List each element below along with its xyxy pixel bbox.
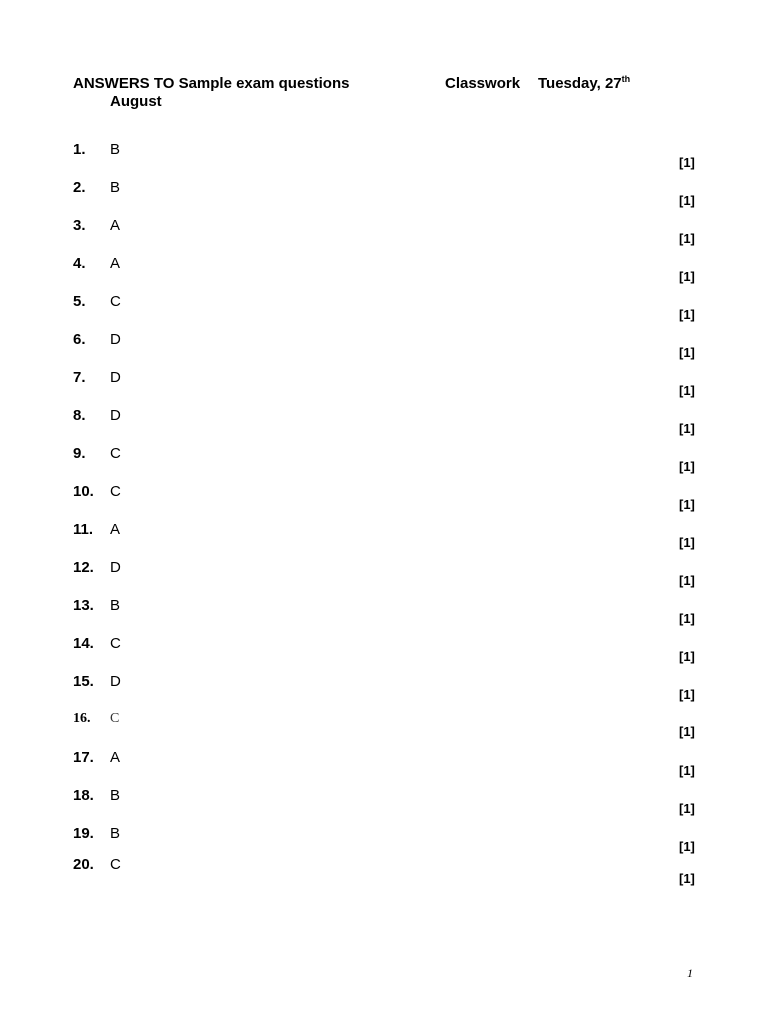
page-number: 1 <box>687 966 693 980</box>
question-number: 2. <box>73 179 86 196</box>
date-prefix: Tuesday, 27 <box>538 75 622 92</box>
mark-value: [1] <box>679 573 695 588</box>
mark-value: [1] <box>679 839 695 854</box>
mark-value: [1] <box>679 231 695 246</box>
answer-letter: B <box>110 141 121 158</box>
answer-letter: C <box>110 483 121 500</box>
question-number: 16. <box>73 711 91 726</box>
question-number: 6. <box>73 331 86 348</box>
answer-letter: B <box>110 597 121 614</box>
question-number: 4. <box>73 255 86 272</box>
answer-letter: B <box>110 179 121 196</box>
answer-row <box>0 597 768 627</box>
mark-value: [1] <box>679 193 695 208</box>
question-number: 20. <box>73 856 94 873</box>
answer-letter: D <box>110 369 121 386</box>
answer-row <box>0 255 768 285</box>
answer-row <box>0 331 768 361</box>
mark-value: [1] <box>679 383 695 398</box>
answer-row <box>0 293 768 323</box>
mark-value: [1] <box>679 871 695 886</box>
answer-row <box>0 856 768 886</box>
question-number: 9. <box>73 445 86 462</box>
answer-letter: C <box>110 856 121 873</box>
mark-value: [1] <box>679 801 695 816</box>
answer-row <box>0 673 768 703</box>
date-label <box>538 75 630 92</box>
answer-letter: C <box>110 635 121 652</box>
answer-row <box>0 559 768 589</box>
answer-row <box>0 787 768 817</box>
question-number: 14. <box>73 635 94 652</box>
mark-value: [1] <box>679 763 695 778</box>
answer-letter: D <box>110 407 121 424</box>
mark-value: [1] <box>679 345 695 360</box>
question-number: 15. <box>73 673 94 690</box>
date-month: August <box>110 93 162 110</box>
answer-row <box>0 825 768 855</box>
question-number: 13. <box>73 597 94 614</box>
answer-letter: C <box>110 445 121 462</box>
page-title: ANSWERS TO Sample exam questions <box>73 75 350 92</box>
answer-letter: B <box>110 787 121 804</box>
mark-value: [1] <box>679 421 695 436</box>
answer-row <box>0 483 768 513</box>
answer-letter: D <box>110 331 121 348</box>
mark-value: [1] <box>679 611 695 626</box>
answer-row <box>0 445 768 475</box>
mark-value: [1] <box>679 307 695 322</box>
question-number: 1. <box>73 141 86 158</box>
mark-value: [1] <box>679 724 695 739</box>
answer-letter: A <box>110 749 121 766</box>
date-suffix: th <box>621 74 631 84</box>
question-number: 10. <box>73 483 94 500</box>
mark-value: [1] <box>679 269 695 284</box>
answer-letter: D <box>110 559 121 576</box>
question-number: 19. <box>73 825 94 842</box>
mark-value: [1] <box>679 497 695 512</box>
answer-row <box>0 217 768 247</box>
answer-row <box>0 407 768 437</box>
question-number: 7. <box>73 369 86 386</box>
answer-row <box>0 521 768 551</box>
question-number: 5. <box>73 293 86 310</box>
answer-letter: A <box>110 521 121 538</box>
answer-row <box>0 369 768 399</box>
answer-letter: C <box>110 711 120 726</box>
question-number: 18. <box>73 787 94 804</box>
question-number: 17. <box>73 749 94 766</box>
answer-row <box>0 179 768 209</box>
mark-value: [1] <box>679 687 695 702</box>
classwork-label: Classwork <box>445 75 521 92</box>
question-number: 12. <box>73 559 94 576</box>
question-number: 8. <box>73 407 86 424</box>
answer-letter: C <box>110 293 121 310</box>
answer-letter: A <box>110 255 121 272</box>
answer-row <box>0 749 768 779</box>
answer-letter: D <box>110 673 121 690</box>
answer-letter: A <box>110 217 121 234</box>
question-number: 3. <box>73 217 86 234</box>
answer-row <box>0 711 768 741</box>
answer-row <box>0 635 768 665</box>
mark-value: [1] <box>679 459 695 474</box>
mark-value: [1] <box>679 535 695 550</box>
mark-value: [1] <box>679 649 695 664</box>
answer-row <box>0 141 768 171</box>
question-number: 11. <box>73 521 94 538</box>
answer-letter: B <box>110 825 121 842</box>
mark-value: [1] <box>679 155 695 170</box>
